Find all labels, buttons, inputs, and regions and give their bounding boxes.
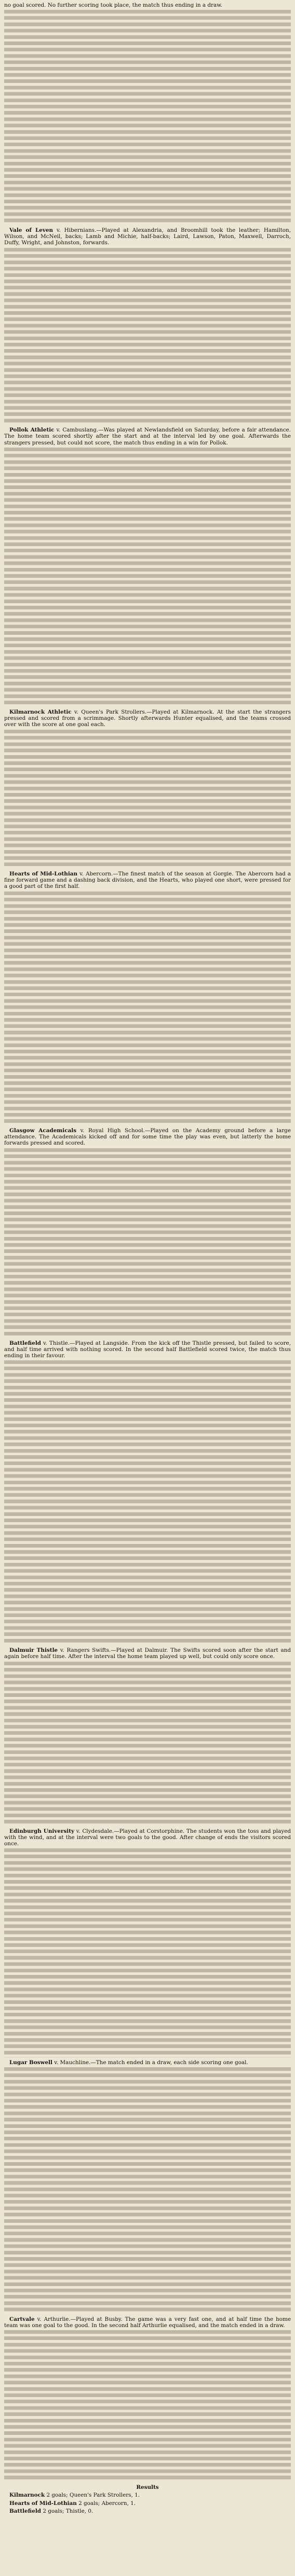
illegible-text-block: [4, 10, 291, 225]
report-text: v. Thistle.—Played at Langside. From the kick off the Thistle pressed, but failed to score, and half time arrived with nothing scored. In the second half Battlefield scored twice, the match thus ending in their favour.: [4, 1340, 291, 1359]
report-text: v. Rangers Swifts.—Played at Dalmuir. The Swifts scored soon after the start and again before half time. After the interval the home team played up well, but could only score once.: [4, 1647, 291, 1660]
illegible-text-block: [4, 2067, 291, 2314]
report-text: v. Cambuslang.—Was played at Newlandsfield on Saturday, before a fair attendance. The home team scored shortly after the start and at the interval led by one goal. Afterwards the strangers pressed, but could not score, the match thus ending in a win for Pollok.: [4, 427, 291, 446]
report-text: v. Mauchline.—The match ended in a draw, each side scoring one goal.: [54, 2059, 248, 2066]
report-lead: Glasgow Academicals: [9, 1127, 77, 1134]
report-lead: Hearts of Mid-Lothian: [9, 871, 78, 877]
report-text: no goal scored. No further scoring took place, the match thus ending in a draw.: [4, 2, 223, 8]
report-lead: Kilmarnock: [9, 2492, 45, 2499]
match-report: [4, 2316, 291, 2329]
report-text: 2 goals; Queen's Park Strollers, 1.: [46, 2492, 140, 2499]
results-heading: Results: [136, 2484, 159, 2491]
match-report: [4, 1828, 291, 1847]
match-report: [4, 1647, 291, 1660]
illegible-text-block: [4, 448, 291, 707]
report-text: v. Clydesdale.—Played at Corstorphine. The students won the toss and played with the wind, and at the interval were two goals to the good. After change of ends the visitors scored once.: [4, 1828, 291, 1847]
match-report: [4, 1340, 291, 1359]
match-report: [4, 427, 291, 446]
match-reports: [4, 2, 291, 2514]
match-report: [4, 871, 291, 890]
report-lead: Dalmuir Thistle: [9, 1647, 58, 1654]
report-lead: Lugar Boswell: [9, 2059, 52, 2066]
illegible-text-block: [4, 1148, 291, 1338]
match-report: [4, 2059, 291, 2066]
match-report: [4, 1127, 291, 1147]
illegible-text-block: [4, 248, 291, 425]
illegible-text-block: [4, 1360, 291, 1645]
match-report: [4, 709, 291, 728]
illegible-text-block: [4, 2330, 291, 2482]
report-lead: Pollok Athletic: [9, 427, 55, 434]
report-lead: Vale of Leven: [9, 227, 53, 233]
report-text: 2 goals; Thistle, 0.: [43, 2508, 93, 2514]
match-report: [4, 2500, 291, 2507]
report-text: v. Arthurlie.—Played at Busby. The game was a very fast one, and at half time the home team was one goal to the good. In the second half Arthurlie equalised, and the match ended in a draw.: [4, 2316, 291, 2329]
report-lead: Hearts of Mid-Lothian: [9, 2500, 77, 2507]
report-text: 2 goals; Abercorn, 1.: [78, 2500, 136, 2507]
report-text: v. Hibernians.—Played at Alexandria, and Broomhill took the leather; Hamilton, Wilson, and McNeil, backs; Lamb and Michie, half-backs; Laird, Lawson, Paton, Maxwell, Darroch, Duffy, Wright, and Johnston, forwards.: [4, 227, 291, 246]
report-text: v. Queen's Park Strollers.—Played at Kilmarnock. At the start the strangers pressed and scored from a scrimmage. Shortly afterwards Hunter equalised, and the teams crossed over with the score at one goal each.: [4, 709, 291, 728]
match-report: [4, 2, 291, 8]
match-report: [4, 227, 291, 246]
illegible-text-block: [4, 1662, 291, 1826]
report-lead: Battlefield: [9, 2508, 42, 2514]
report-text: v. Royal High School.—Played on the Academy ground before a large attendance. The Academicals kicked off and for some time the play was even, but latterly the home forwards pressed and scored.: [4, 1127, 291, 1147]
report-lead: Edinburgh University: [9, 1828, 75, 1834]
illegible-text-block: [4, 892, 291, 1125]
report-lead: Cartvale: [9, 2316, 35, 2323]
match-report: [4, 2508, 291, 2514]
illegible-text-block: [4, 730, 291, 869]
report-lead: Battlefield: [9, 1340, 42, 1346]
match-report: [4, 2492, 291, 2498]
report-lead: Kilmarnock Athletic: [9, 709, 72, 715]
report-text: v. Abercorn.—The finest match of the season at Gorgie. The Abercorn had a fine forward game and a dashing back division, and the Hearts, who played one short, were pressed for a good part of the first half.: [4, 871, 291, 890]
illegible-text-block: [4, 1848, 291, 2057]
